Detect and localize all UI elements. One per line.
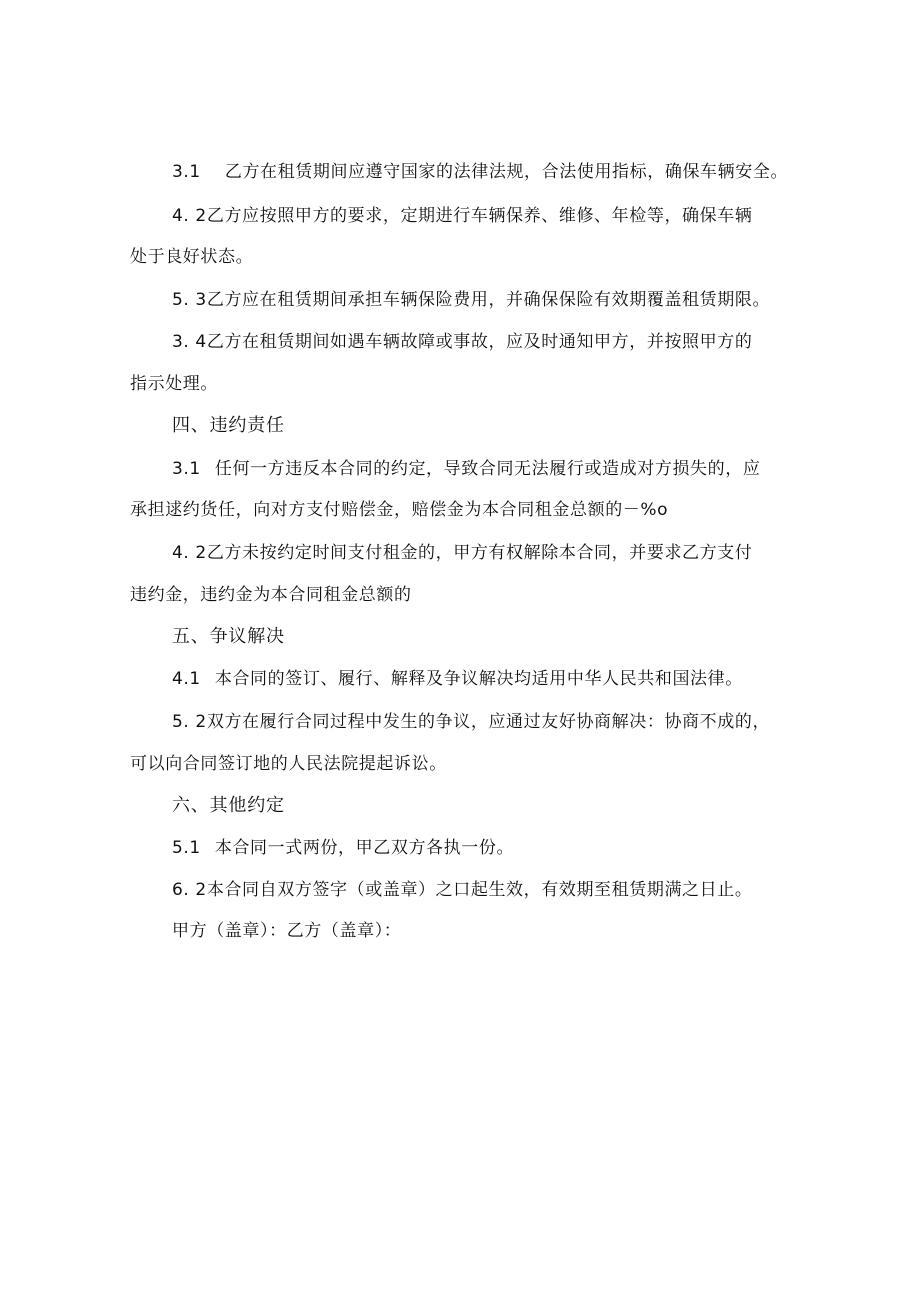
- clause-text: 任何一方违反本合同的约定，导致合同无法履行或造成对方损失的，应: [214, 459, 761, 479]
- clause-3-4-continuation: 指示处理。: [130, 374, 218, 394]
- clause-text: 双方在履行合同过程中发生的争议，应通过友好协商解决：协商不成的，: [206, 712, 771, 732]
- signature-line: 甲方（盖章）：乙方（盖章）：: [172, 921, 402, 941]
- clause-text: 本合同自双方签字（或盖章）之口起生效，有效期至租赁期满之日止。: [206, 880, 753, 900]
- clause-text: 本合同一式两份，甲乙双方各执一份。: [214, 838, 515, 858]
- clause-number: 5.1: [172, 838, 201, 858]
- clause-4-2: [172, 206, 752, 226]
- clause-5-4-1: [172, 669, 743, 689]
- clause-6-5-1: [172, 838, 514, 858]
- clause-3-1: [172, 162, 788, 182]
- clause-text: 本合同的签订、履行、解释及争议解决均适用中华人民共和国法律。: [214, 669, 743, 689]
- clause-text: 乙方在租赁期间如遇车辆故障或事故，应及时通知甲方，并按照甲方的: [206, 332, 753, 352]
- clause-number: 6. 2: [172, 880, 207, 900]
- clause-number: 5. 2: [172, 712, 207, 732]
- clause-number: 3. 4: [172, 332, 207, 352]
- clause-4-2-continuation: 处于良好状态。: [130, 247, 254, 267]
- clause-6-6-2: [172, 880, 752, 900]
- section-heading-6: 六、其他约定: [172, 795, 285, 816]
- clause-4-4-2: [172, 543, 752, 563]
- clause-text: 乙方应按照甲方的要求，定期进行车辆保养、维修、年检等，确保车辆: [206, 206, 753, 226]
- clause-number: 3.1: [172, 459, 201, 479]
- clause-number: 4.1: [172, 669, 201, 689]
- clause-number: 3.1: [172, 162, 201, 182]
- clause-4-3-1: [172, 459, 760, 479]
- clause-number: 5. 3: [172, 290, 207, 310]
- clause-3-4: [172, 332, 752, 352]
- clause-text: 乙方未按约定时间支付租金的，甲方有权解除本合同，并要求乙方支付: [206, 543, 753, 563]
- clause-text: 乙方在租赁期间应遵守国家的法律法规，合法使用指标，确保车辆安全。: [224, 162, 789, 182]
- clause-number: 4. 2: [172, 543, 207, 563]
- clause-4-4-2-continuation: 违约金，违约金为本合同租金总额的: [130, 585, 412, 605]
- section-heading-4: 四、违约责任: [172, 415, 285, 436]
- clause-5-5-2-continuation: 可以向合同签订地的人民法院提起诉讼。: [130, 754, 447, 774]
- section-heading-5: 五、争议解决: [172, 626, 285, 647]
- clause-text: 乙方应在租赁期间承担车辆保险费用，并确保保险有效期覆盖租赁期限。: [206, 290, 771, 310]
- clause-4-3-1-continuation: 承担逑约货任，向对方支付赔偿金，赔偿金为本合同租金总额的－%o: [130, 500, 669, 520]
- clause-5-5-2: [172, 712, 770, 732]
- clause-number: 4. 2: [172, 206, 207, 226]
- clause-5-3: [172, 290, 770, 310]
